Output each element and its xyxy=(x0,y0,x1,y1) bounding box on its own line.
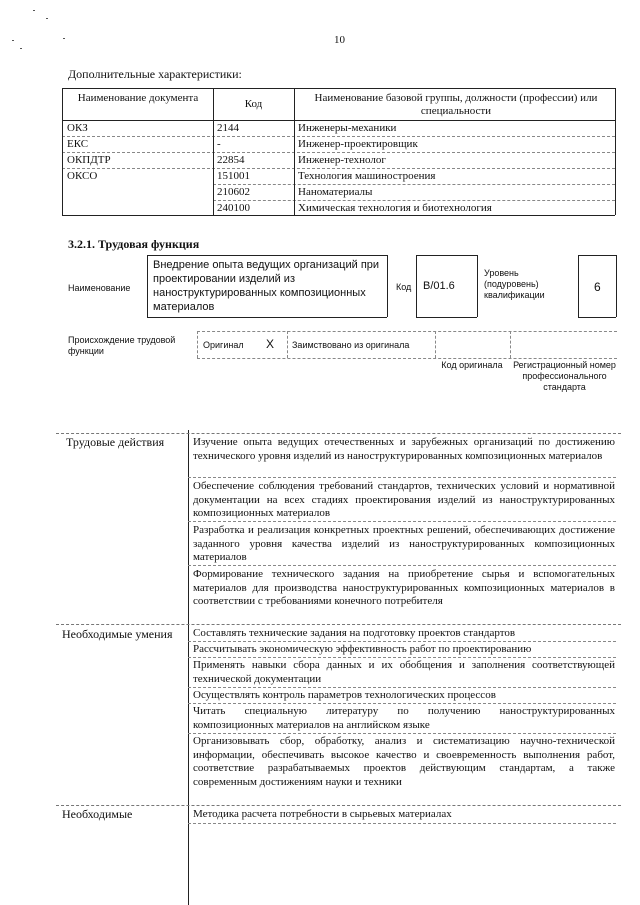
skill-item: Организовывать сбор, обработку, анализ и систематизацию научно-технической информации, обеспечивать высокое качество и своевременность выполнения работ, соответствие разрабатываемых проектов действующим стандартам, а также современным достижениям науки и техники xyxy=(193,735,615,788)
table-row-title: Наноматериалы xyxy=(298,186,373,198)
additional-title: Дополнительные характеристики: xyxy=(68,67,242,81)
function-code-value: В/01.6 xyxy=(423,280,455,292)
table-row-code: 151001 xyxy=(217,170,250,182)
table-row-title: Технология машиностроения xyxy=(298,170,436,182)
action-item: Обеспечение соблюдения требований стандартов, технических условий и нормативной документации на всех стадиях проектирования изделий из наноструктурированных композиционных материалов xyxy=(193,480,615,519)
scan-speck xyxy=(63,38,65,39)
knowledge-label: Необходимые xyxy=(62,807,133,821)
function-level-value: 6 xyxy=(594,280,601,294)
scan-speck xyxy=(33,10,35,11)
table-row-code: 240100 xyxy=(217,202,250,214)
table-row-code: 210602 xyxy=(217,186,250,198)
function-name-value: Внедрение опыта ведущих организаций при проектировании изделий из наноструктурированных композиционных материалов xyxy=(153,259,380,313)
scan-speck xyxy=(12,40,14,41)
header-document: Наименование документа xyxy=(77,92,199,104)
name-label: Наименование xyxy=(68,283,131,293)
level-label: Уровень (подуровень) квалификации xyxy=(484,268,545,300)
scan-speck xyxy=(20,48,22,49)
registration-number: Регистрационный номер профессионального стандарта xyxy=(513,360,616,392)
origin-mark: Х xyxy=(266,337,275,351)
knowledge-item: Методика расчета потребности в сырьевых материалах xyxy=(193,808,452,820)
action-item: Разработка и реализация конкретных проектных решений, обеспечивающих достижение заданного уровня качества изделий из наноструктурированных композиционных материалов xyxy=(193,524,615,563)
action-item: Изучение опыта ведущих отечественных и зарубежных организаций по достижению технического уровня изделий из наноструктурированных композиционных материалов xyxy=(193,436,615,462)
origin-label: Происхождение трудовой функции xyxy=(68,335,176,356)
table-row-title: Инженеры-механики xyxy=(298,122,397,134)
header-code: Код xyxy=(244,98,263,110)
table-row-doc: ОКСО xyxy=(67,170,98,182)
table-row-doc: ОКЗ xyxy=(67,122,88,134)
scan-speck xyxy=(46,18,48,19)
table-row-title: Инженер-технолог xyxy=(298,154,386,166)
actions-label: Трудовые действия xyxy=(66,435,165,449)
section-heading: 3.2.1. Трудовая функция xyxy=(68,237,200,251)
table-row-code: - xyxy=(217,138,221,150)
code-original: Код оригинала xyxy=(441,360,503,370)
origin-original: Оригинал xyxy=(203,340,244,350)
table-row-title: Химическая технология и биотехнология xyxy=(298,202,492,214)
skills-label: Необходимые умения xyxy=(62,627,173,641)
page-number: 10 xyxy=(334,34,345,46)
origin-borrowed: Заимствовано из оригинала xyxy=(292,340,410,350)
table-row-doc: ЕКС xyxy=(67,138,89,150)
skill-item: Читать специальную литературу по получению наноструктурированных композиционных материалов на английском языке xyxy=(193,705,615,731)
table-row-code: 22854 xyxy=(217,154,245,166)
code-label: Код xyxy=(396,282,412,292)
action-item: Формирование технического задания на приобретение сырья и вспомогательных материалов для производства наноструктурированных композиционных материалов в соответствии с требованиями конечного потребителя xyxy=(193,568,615,607)
header-title: Наименование базовой группы, должности (профессии) или специальности xyxy=(314,92,598,117)
skill-item: Составлять технические задания на подготовку проектов стандартов xyxy=(193,627,516,639)
skill-item: Осуществлять контроль параметров технологических процессов xyxy=(193,689,496,701)
skill-item: Применять навыки сбора данных и их обобщения и заполнения соответствующей технической документации xyxy=(193,659,615,685)
table-row-code: 2144 xyxy=(217,122,239,134)
skill-item: Рассчитывать экономическую эффективность работ по проектированию xyxy=(193,643,532,655)
table-row-doc: ОКПДТР xyxy=(67,154,111,166)
table-row-title: Инженер-проектировщик xyxy=(298,138,418,150)
